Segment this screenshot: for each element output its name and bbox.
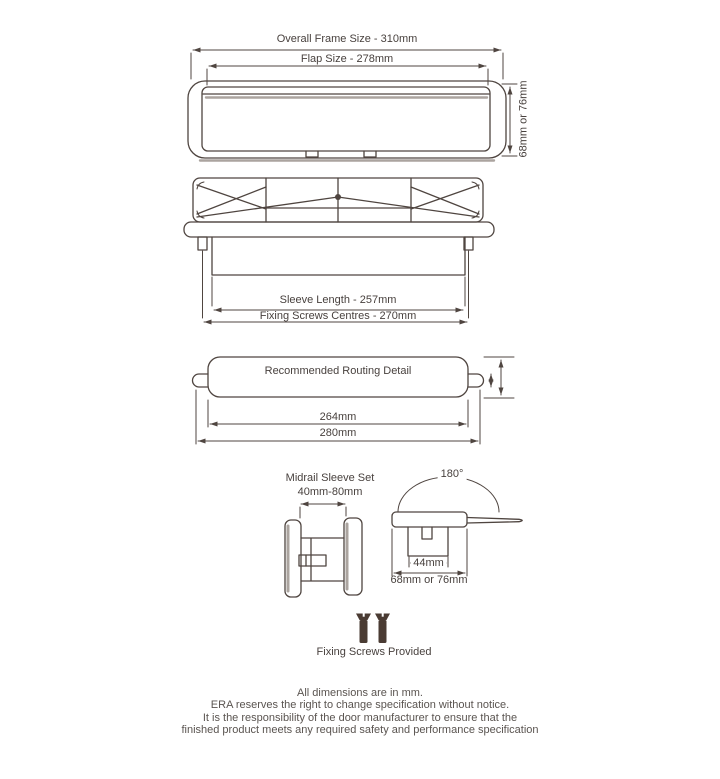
sleeve-width-label: 44mm xyxy=(410,557,447,570)
fixing-screw-centres-label: Fixing Screws Centres - 270mm xyxy=(259,310,417,322)
sleeve-outline xyxy=(212,237,465,275)
disclaimer-line: It is the responsibility of the door manufacturer to ensure that the xyxy=(202,711,518,724)
routing-outer-width-label: 280mm xyxy=(319,427,357,439)
disclaimer-line: ERA reserves the right to change specification without notice. xyxy=(210,699,510,712)
midrail-title: Midrail Sleeve Set xyxy=(285,472,375,484)
midrail-range-label: 40mm-80mm xyxy=(297,486,363,498)
arc-180 xyxy=(398,477,499,512)
disclaimer-text xyxy=(0,687,720,736)
sleeve-length-label: Sleeve Length - 257mm xyxy=(279,294,397,306)
frame-height-label: 68mm or 76mm xyxy=(517,80,530,158)
flange-outline xyxy=(184,222,494,237)
frame-side-outline xyxy=(392,512,467,527)
height-dimension-ticks xyxy=(484,357,514,398)
dimension-extension-lines xyxy=(300,507,346,518)
left-tab xyxy=(193,374,209,387)
dimension-extension-lines xyxy=(203,251,469,318)
sleeve-tube-outline xyxy=(301,538,344,581)
left-fixing-screw xyxy=(198,237,207,250)
right-tab xyxy=(468,374,484,387)
flap-bottom-tabs xyxy=(306,151,376,157)
midrail-drawing xyxy=(285,504,362,597)
fixing-screws-caption: Fixing Screws Provided xyxy=(316,646,432,658)
routing-inner-width-label: 264mm xyxy=(319,411,357,423)
routing-detail-title: Recommended Routing Detail xyxy=(264,365,412,377)
sleeve-side-outline xyxy=(408,527,448,556)
disclaimer-line: All dimensions are in mm. xyxy=(297,687,423,699)
flap-size-label: Flap Size - 278mm xyxy=(300,53,394,65)
adjuster-screw xyxy=(299,555,326,566)
disclaimer-line: finished product meets any required safety and performance specification xyxy=(181,723,539,736)
open-flap-side xyxy=(467,518,522,524)
outer-frame-outline xyxy=(188,81,506,158)
side-frame-width-label: 68mm or 76mm xyxy=(390,574,468,586)
fixing-screws-icon xyxy=(356,614,390,644)
front-view-drawing xyxy=(188,50,517,161)
overall-frame-size-label: Overall Frame Size - 310mm xyxy=(276,33,418,45)
opening-angle-label: 180° xyxy=(438,468,467,481)
